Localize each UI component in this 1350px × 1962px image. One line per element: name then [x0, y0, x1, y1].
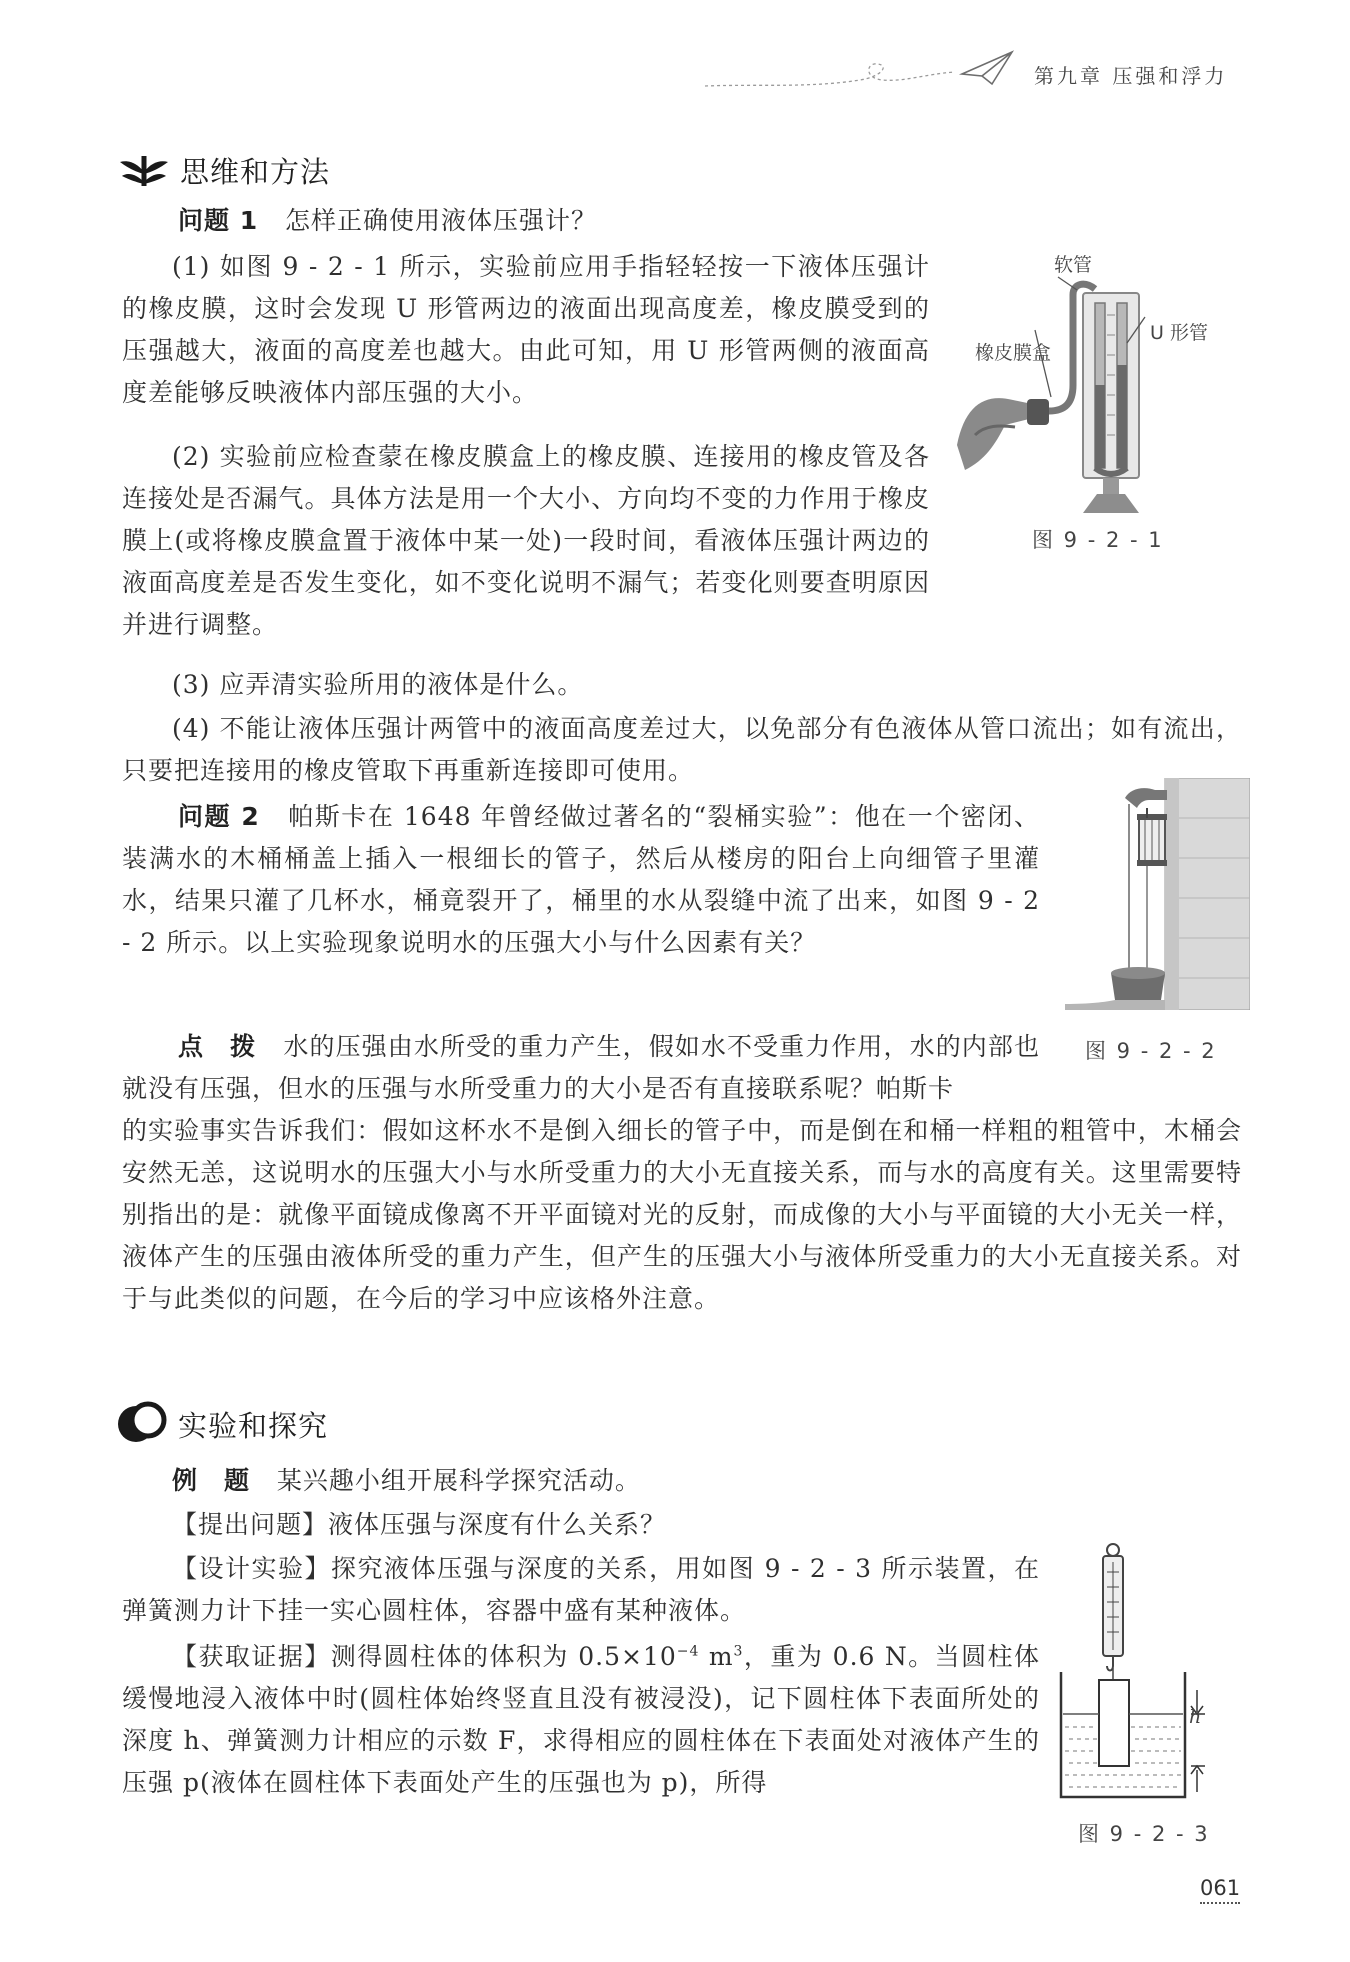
question-1-text: 怎样正确使用液体压强计？: [284, 206, 597, 235]
label-u-tube: U 形管: [1150, 322, 1208, 344]
example-text: 某兴趣小组开展科学探究活动。: [276, 1466, 641, 1495]
label-soft-tube: 软管: [1054, 254, 1093, 276]
paragraph-1: (1) 如图 9 - 2 - 1 所示，实验前应用手指轻轻按一下液体压强计的橡皮膜，这时会发现 U 形管两边的液面出现高度差，橡皮膜受到的压强越大，液面的高度差也越大。由此可知，用 U 形管两侧的液面高度差能够反映液体内部压强的大小。: [122, 252, 930, 407]
label-membrane-box: 橡皮膜盒: [975, 342, 1052, 364]
evidence-text-b: m: [699, 1642, 734, 1671]
figure-1-caption: 图 9 - 2 - 1: [1032, 528, 1164, 552]
page-number: 061: [1200, 1876, 1240, 1904]
question-1: [178, 200, 938, 242]
evidence-exponent: −4: [676, 1643, 700, 1660]
header-decoration: [700, 44, 1020, 94]
evidence-exponent-2: 3: [733, 1643, 744, 1660]
paragraph-4: (4) 不能让液体压强计两管中的液面高度差过大，以免部分有色液体从管口流出；如有流出，只要把连接用的橡皮管取下再重新连接即可使用。: [122, 714, 1242, 785]
example-line: [172, 1460, 1052, 1502]
figure-liquid-pressure-gauge: [955, 275, 1155, 520]
hint-text-b: 的实验事实告诉我们：假如这杯水不是倒入细长的管子中，而是倒在和桶一样粗的粗管中，木桶会安然无恙，这说明水的压强大小与水所受重力的大小无直接关系，而与水的高度有关。这里需要特别指出的是：就像平面镜成像离不开平面镜对光的反射，而成像的大小与平面镜的大小无关一样，液体产生的压强由液体所受的重力产生，但产生的压强大小与液体所受重力的大小无直接关系。对于与此类似的问题，在今后的学习中应该格外注意。: [122, 1116, 1242, 1313]
design-tag: 【设计实验】: [172, 1554, 332, 1583]
pose-question: [172, 1504, 1052, 1546]
question-2: [122, 796, 1040, 964]
question-1-label: 问题 1: [178, 206, 259, 235]
chapter-title: 第九章 压强和浮力: [1034, 64, 1228, 88]
obtain-evidence: [122, 1636, 1040, 1804]
label-depth-h: h: [1189, 1706, 1202, 1728]
question-2-label: 问题 2: [178, 802, 260, 831]
double-circle-icon: [116, 1400, 168, 1444]
pose-question-tag: 【提出问题】: [172, 1510, 329, 1539]
design-experiment: [122, 1548, 1040, 1632]
design-text: 探究液体压强与深度的关系，用如图 9 - 2 - 3 所示装置，在弹簧测力计下挂一实心圆柱体，容器中盛有某种液体。: [122, 1554, 1040, 1625]
figure-2-caption: 图 9 - 2 - 2: [1085, 1039, 1217, 1063]
figure-3-caption: 图 9 - 2 - 3: [1078, 1822, 1210, 1846]
figure-spring-scale-apparatus: [1055, 1542, 1215, 1812]
evidence-text-c: ，重为 0.6 N。当圆柱体缓慢地浸入液体中时(圆柱体始终竖直且没有被浸没)，记下圆柱体下表面所处的深度 h、弹簧测力计相应的示数 F，求得相应的圆柱体在下表面处对液体产生的压强 p(液体在圆柱体下表面处产生的压强也为 p)，所得: [122, 1642, 1040, 1797]
question-2-text: 帕斯卡在 1648 年曾经做过著名的“裂桶实验”：他在一个密闭、装满水的木桶桶盖上插入一根细长的管子，然后从楼房的阳台上向细管子里灌水，结果只灌了几杯水，桶竟裂开了，桶里的水从裂缝中流了出来，如图 9 - 2 - 2 所示。以上实验现象说明水的压强大小与什么因素有关？: [122, 802, 1040, 957]
paragraph-2: (2) 实验前应检查蒙在橡皮膜盒上的橡皮膜、连接用的橡皮管及各连接处是否漏气。具体方法是用一个大小、方向均不变的力作用于橡皮膜上(或将橡皮膜盒置于液体中某一处)一段时间，看液体压强计两边的液面高度差是否发生变化，如不变化说明不漏气；若变化则要查明原因并进行调整。: [122, 442, 930, 639]
hint-block: [122, 1026, 1040, 1110]
paragraph-3: (3) 应弄清实验所用的液体是什么。: [172, 670, 584, 699]
section-title-experiment: 实验和探究: [178, 1409, 329, 1443]
hint-text-a: 水的压强由水所受的重力产生，假如水不受重力作用，水的内部也就没有压强，但水的压强与水所受重力的大小是否有直接联系呢？帕斯卡: [122, 1032, 1040, 1103]
hint-label: 点 拨: [178, 1032, 257, 1061]
figure-barrel-experiment: [1065, 778, 1250, 1010]
evidence-text-a: 测得圆柱体的体积为 0.5×10: [330, 1642, 677, 1671]
section-title-methods: 思维和方法: [180, 155, 331, 189]
sprout-icon: [118, 152, 170, 188]
evidence-tag: 【获取证据】: [172, 1642, 331, 1671]
pose-question-text: 液体压强与深度有什么关系？: [328, 1510, 667, 1539]
example-label: 例 题: [172, 1466, 251, 1495]
